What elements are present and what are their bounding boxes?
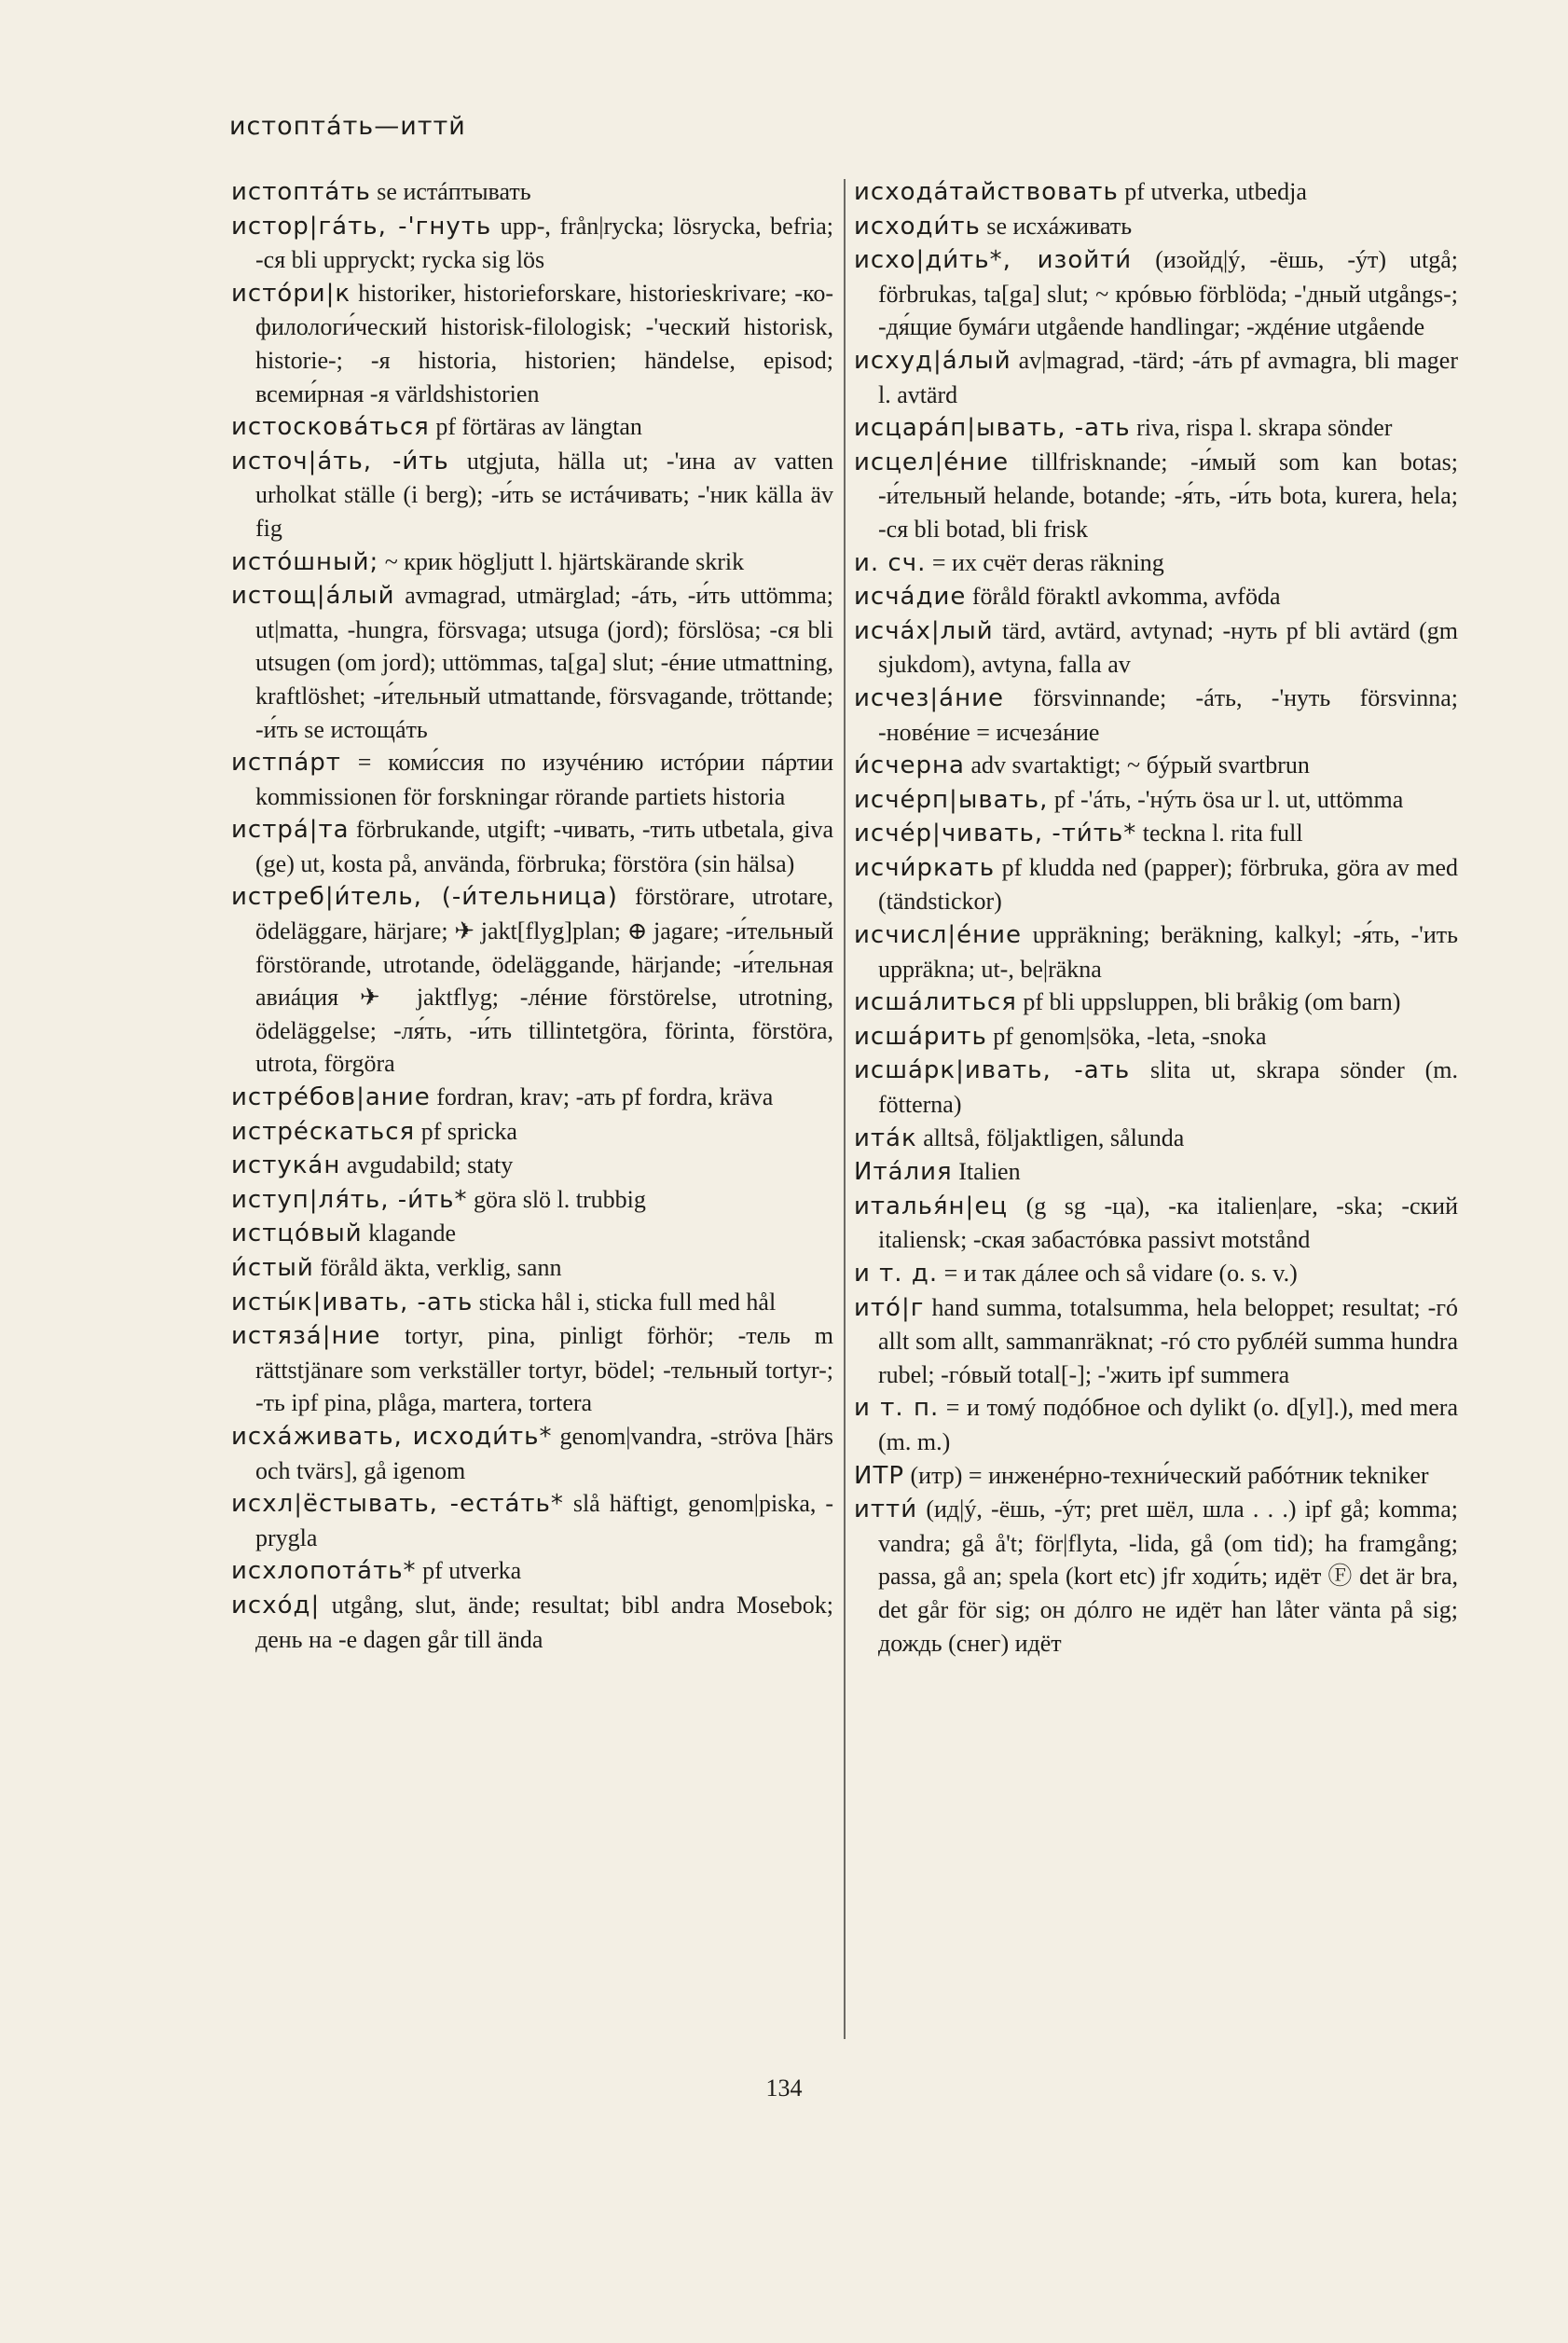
entry-definition: = коми́ссия по изучéнию истóрии пáртии kommissionen för forskningar rörande partiets historia: [255, 749, 834, 810]
dictionary-entry: [854, 817, 1458, 851]
entry-headword: истощ|áлый: [231, 582, 395, 611]
dictionary-entry: [231, 175, 833, 210]
entry-headword: исчи́ркать: [854, 853, 996, 882]
entry-headword: исчáдие: [854, 583, 967, 612]
dictionary-entry: [854, 1155, 1458, 1190]
entry-definition: slå häftigt, genom|piska, -prygla: [255, 1490, 834, 1551]
entry-definition: pf kludda ned (papper); förbruka, göra av med (tändstickor): [878, 853, 1459, 916]
dictionary-entry: [854, 175, 1458, 210]
entry-definition: pf bli uppsluppen, bli bråkig (om barn): [1023, 988, 1401, 1016]
entry-definition: alltså, följaktligen, sålunda: [923, 1123, 1185, 1151]
entry-definition: uppräkning; beräkning, kalkyl; -я́ть, -'ить uppräkna; ut-, be|räkna: [878, 921, 1459, 983]
entry-definition: = их счёт deras räkning: [931, 548, 1164, 576]
entry-headword: италья́н|ец: [854, 1192, 1009, 1220]
entry-definition: slita ut, skrapa sönder (m. fötterna): [878, 1056, 1458, 1119]
entry-headword: истпáрт: [231, 749, 341, 778]
entry-headword: исцарáп|ывать, -ать: [854, 414, 1131, 443]
dictionary-entry: [854, 1190, 1458, 1257]
entry-definition: utgjuta, hälla ut; -'ина av vatten urholkat ställe (i berg); -и́ть se истáчивать; -'ник källa äv fig: [255, 447, 833, 542]
entry-definition: hand summa, totalsumma, hela beloppet; resultat; -гó allt som allt, sammanräknat; -гó сто рублéй summa hundra rubel; -гóвый total[-]; -'жить ipf summera: [878, 1293, 1458, 1388]
entry-definition: tärd, avtärd, avtynad; -нуть pf bli avtärd (gm sjukdom), avtyna, falla av: [878, 616, 1459, 679]
right-column: [854, 175, 1458, 1660]
entry-definition: utgång, slut, ände; resultat; bibl andra Mosebok; день на -е dagen går till ända: [255, 1591, 834, 1653]
entry-headword: исчéр|чивать, -ти́ть*: [854, 820, 1137, 848]
entry-headword: истреб|и́тель, (-и́тельница): [231, 883, 618, 912]
entry-definition: avmagrad, utmärglad; -áть, -и́ть uttömma; ut|matta, -hungra, försvaga; utsuga (jord); förslösa; -ся bli utsugen (om jord); uttömmas, ta[ga] slut; -éние utmattning, kraftlöshet; -и́тельный utmattande, försvagande, tröttande; -и́ть se истощáть: [255, 582, 833, 743]
dictionary-entry: [231, 746, 833, 813]
page-number: 134: [765, 2074, 803, 2102]
dictionary-entry: [231, 1319, 833, 1420]
dictionary-entry: [854, 918, 1458, 985]
dictionary-entry: [231, 579, 833, 746]
entry-definition: (итр) = инженéрно-техни́ческий рабóтник tekniker: [910, 1461, 1429, 1489]
entry-headword: итти́: [854, 1495, 918, 1524]
entry-headword: исты́к|ивать, -ать: [231, 1288, 474, 1316]
dictionary-entry: [231, 277, 833, 410]
dictionary-entry: [854, 546, 1458, 581]
entry-headword: исхуд|áлый: [854, 346, 1011, 375]
entry-headword: и. сч.: [854, 548, 927, 577]
entry-headword: исхлопотáть*: [231, 1557, 417, 1586]
entry-definition: upp-, från|rycka; lösrycka, befria; -ся bli uppryckt; rycka sig lös: [255, 212, 833, 274]
entry-headword: исцел|éние: [854, 448, 1010, 476]
dictionary-entry: [854, 783, 1458, 818]
dictionary-entry: [854, 851, 1458, 918]
entry-definition: se истáптывать: [377, 178, 531, 205]
dictionary-entry: [231, 1420, 833, 1487]
dictionary-entry: [854, 1054, 1458, 1121]
entry-headword: итó|г: [854, 1293, 925, 1322]
entry-headword: исхóд|: [231, 1591, 321, 1619]
entry-headword: и́счерна: [854, 751, 965, 780]
entry-definition: = и так дáлее och så vidare (o. s. v.): [943, 1260, 1298, 1287]
left-column: [231, 175, 833, 1656]
entry-headword: истоптáть: [231, 178, 371, 206]
entry-headword: исхо|ди́ть*, изойти́: [854, 246, 1133, 275]
dictionary-entry: [854, 985, 1458, 1020]
entry-definition: teckna l. rita full: [1142, 820, 1303, 848]
entry-headword: исчез|áние: [854, 683, 1004, 712]
entry-definition: föråld föraktl avkomma, avföda: [971, 583, 1281, 611]
entry-definition: pf -'áть, -'нýть ösa ur l. ut, uttömma: [1053, 785, 1404, 813]
dictionary-entry: [231, 1589, 833, 1656]
entry-definition: pf förtäras av längtan: [435, 413, 642, 441]
dictionary-entry: [854, 682, 1458, 749]
entry-headword: и т. д.: [854, 1260, 939, 1288]
dictionary-entry: [854, 344, 1458, 411]
entry-definition: förbrukande, utgift; -чивать, -тить utbetala, giva (ge) ut, kosta på, använda, förbruka; förstöra (sin hälsa): [255, 816, 833, 877]
entry-definition: adv svartaktigt; ~ бýрый svartbrun: [970, 751, 1310, 779]
entry-definition: (ид|ý, -ёшь, -ýт; pret шёл, шла . . .) ipf gå; komma; vandra; gå å't; för|flyta, -lida, gå (om tid); ha framgång; passa, gå an; spela (kort etc) jfr ходи́ть; идёт Ⓕ det är bra, det går för sig; он дóлго не идёт han låter vänta på sig; дождь (снег) идёт: [878, 1495, 1458, 1657]
dictionary-entry: [231, 1081, 833, 1115]
entry-headword: истрá|та: [231, 816, 350, 845]
dictionary-entry: [231, 410, 833, 445]
entry-headword: исходи́ть: [854, 212, 981, 241]
entry-headword: истор|гáть, -'гнуть: [231, 212, 492, 241]
entry-headword: иступ|ля́ть, -и́ть*: [231, 1185, 468, 1214]
entry-headword: Итáлия: [854, 1158, 953, 1187]
entry-headword: истцóвый: [231, 1220, 363, 1248]
entry-definition: försvinnande; -áть, -'нуть försvinna; -новéние = исчезáние: [878, 683, 1458, 746]
entry-headword: истоскова́ться: [231, 413, 430, 442]
entry-definition: (изойд|ý, -ёшь, -ýт) utgå; förbrukas, ta[ga] slut; ~ крóвью förblöda; -'дный utgångs-; -дя́щие бумáги utgående handlingar; -ждéние utgående: [878, 246, 1459, 341]
entry-headword: ИТР: [854, 1461, 905, 1490]
entry-definition: pf genom|söka, -leta, -snoka: [993, 1022, 1267, 1050]
entry-headword: исчисл|éние: [854, 921, 1023, 950]
column-divider: [844, 179, 846, 2039]
entry-headword: истязá|ние: [231, 1322, 381, 1351]
dictionary-entry: [231, 1217, 833, 1251]
dictionary-entry: [854, 1020, 1458, 1054]
entry-headword: истрéбов|ание: [231, 1083, 431, 1112]
entry-headword: и т. п.: [854, 1394, 940, 1423]
entry-headword: итáк: [854, 1123, 917, 1152]
entry-definition: (g sg -ца), -ка italien|are, -ska; -ский italiensk; -ская забастóвка passivt motstånd: [878, 1192, 1458, 1254]
dictionary-entry: [854, 1257, 1458, 1291]
dictionary-entry: [854, 446, 1458, 546]
dictionary-entry: [854, 1122, 1458, 1156]
entry-definition: pf utverka, utbedja: [1124, 178, 1307, 205]
dictionary-entry: [231, 1251, 833, 1286]
dictionary-entry: [231, 880, 833, 1081]
entry-definition: klagande: [368, 1220, 457, 1247]
entry-headword: источ|áть, -и́ть: [231, 447, 449, 475]
dictionary-entry: [854, 411, 1458, 446]
entry-headword: исхл|ёстывать, -естáть*: [231, 1490, 564, 1519]
dictionary-entry: [854, 614, 1458, 682]
entry-headword: исхáживать, исходи́ть*: [231, 1422, 553, 1451]
dictionary-entry: [854, 210, 1458, 244]
entry-definition: av|magrad, -tärd; -áть pf avmagra, bli mager l. avtärd: [878, 346, 1459, 408]
entry-headword: исчáх|лый: [854, 616, 994, 645]
running-head: истоптáть—иттй: [229, 112, 466, 141]
dictionary-entry: [231, 545, 833, 580]
entry-definition: föråld äkta, verklig, sann: [320, 1254, 562, 1281]
entry-headword: исшáлиться: [854, 988, 1017, 1017]
dictionary-entry: [854, 243, 1458, 344]
entry-definition: historiker, historieforskare, historieskrivare; -ко-филологи́ческий historisk-filologisk; -'ческий historisk, historie-; -я historia, historien; händelse, episod; всеми́рная -я världshistorien: [255, 279, 834, 407]
entry-headword: исчéрп|ывать,: [854, 785, 1049, 814]
entry-headword: исшáрить: [854, 1022, 987, 1051]
entry-definition: ~ крик högljutt l. hjärtskärande skrik: [384, 547, 745, 575]
dictionary-entry: [231, 1183, 833, 1218]
entry-headword: истрéскаться: [231, 1117, 416, 1146]
dictionary-entry: [231, 210, 833, 277]
entry-definition: = и томý подóбное och dylikt (o. d[yl].), med mera (m. m.): [878, 1394, 1459, 1455]
dictionary-entry: [854, 1459, 1458, 1494]
entry-definition: Italien: [958, 1158, 1021, 1186]
entry-definition: tillfrisknande; -и́мый som kan botas; -и́тельный helande, botande; -я́ть, -и́ть bota, kurera, hela; -ся bli botad, bli frisk: [878, 448, 1458, 543]
entry-definition: pf spricka: [420, 1117, 517, 1145]
dictionary-entry: [231, 1286, 833, 1320]
dictionary-entry: [854, 1493, 1458, 1660]
dictionary-entry: [231, 1149, 833, 1183]
entry-definition: fordran, krav; -ать pf fordra, kräva: [436, 1083, 774, 1111]
entry-definition: förstörare, utrotare, ödeläggare, härjare; ✈ jakt[flyg]plan; ⊕ jagare; -и́тельный förstörande, utrotande, ödeläggande, härjande; -и́тельная авиáция ✈ jaktflyg; -лéние förstörelse, utrotning, ödeläggelse; -ля́ть, -и́ть tillintetgöra, förinta, förstöra, utrota, förgöra: [255, 883, 833, 1078]
entry-headword: истóшный;: [231, 547, 379, 576]
entry-definition: göra slö l. trubbig: [474, 1185, 646, 1213]
entry-definition: avgudabild; staty: [346, 1151, 514, 1179]
dictionary-entry: [854, 1391, 1458, 1458]
dictionary-entry: [231, 1554, 833, 1589]
entry-definition: pf utverka: [422, 1557, 522, 1585]
entry-definition: sticka hål i, sticka full med hål: [478, 1288, 777, 1316]
dictionary-entry: [231, 813, 833, 880]
entry-definition: tortyr, pina, pinligt förhör; -тель m rättstjänare som verkställer tortyr, bödel; -тельный tortyr-; -ть ipf pina, plåga, martera, tortera: [255, 1322, 833, 1417]
entry-definition: se исхáживать: [986, 212, 1133, 240]
entry-headword: исходáтайствовать: [854, 178, 1119, 206]
entry-headword: и́стый: [231, 1254, 314, 1282]
dictionary-entry: [854, 1291, 1458, 1392]
dictionary-entry: [854, 580, 1458, 614]
dictionary-entry: [231, 1115, 833, 1150]
dictionary-entry: [231, 445, 833, 545]
entry-headword: истукáн: [231, 1151, 341, 1180]
entry-definition: genom|vandra, -ströva [härs och tvärs], gå igenom: [255, 1422, 833, 1484]
entry-headword: исшáрк|ивать, -ать: [854, 1056, 1131, 1085]
dictionary-entry: [231, 1487, 833, 1554]
entry-headword: истóри|к: [231, 279, 351, 308]
entry-definition: riva, rispa l. skrapa sönder: [1136, 414, 1393, 442]
dictionary-entry: [854, 749, 1458, 783]
